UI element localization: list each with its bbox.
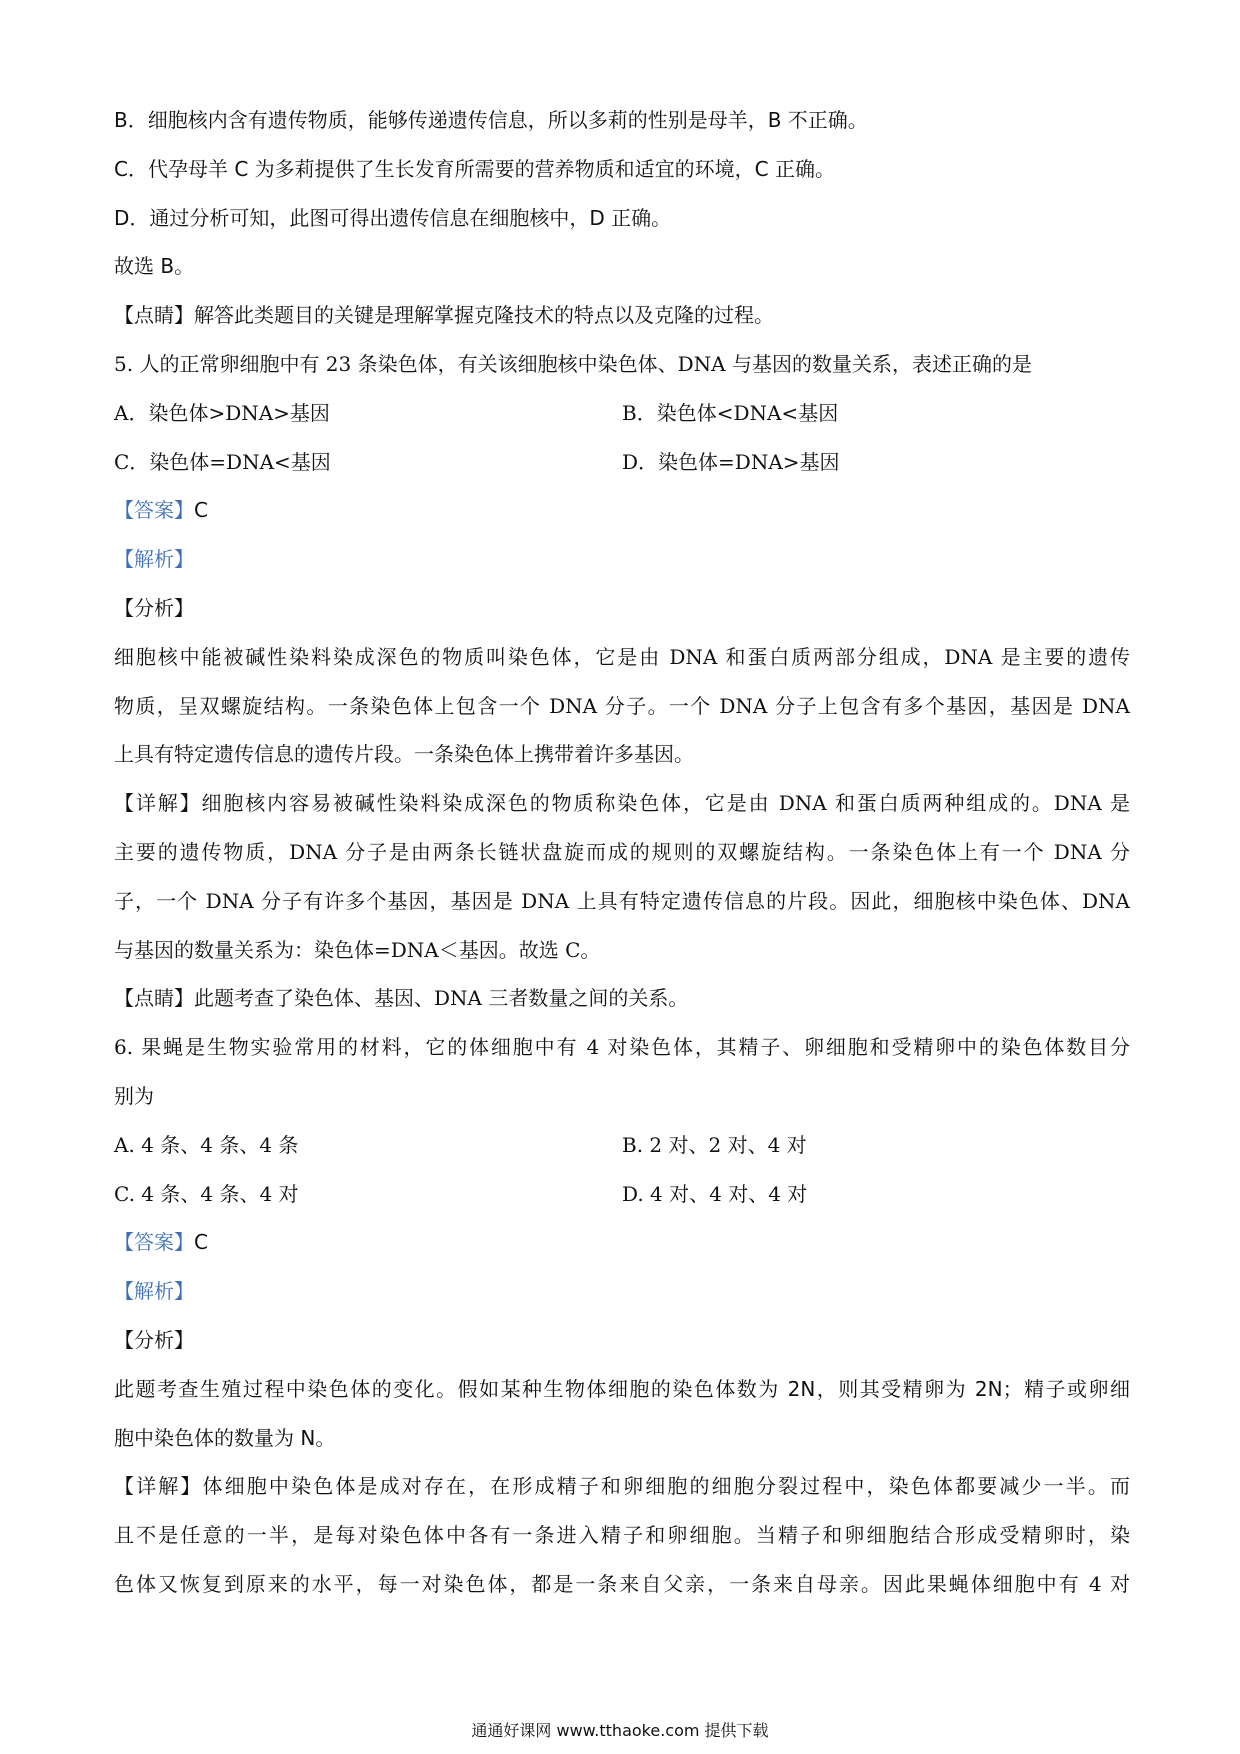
q5-xiangjie-line: 与基因的数量关系为：染色体=DNA＜基因。故选 C。 <box>114 937 601 962</box>
q5-option-c: C．染色体=DNA<基因 <box>114 449 331 474</box>
q6-options-row-1 <box>114 1121 1130 1170</box>
q5-answer-label: 【答案】 <box>114 498 194 523</box>
q5-dianjing: 【点睛】此题考查了染色体、基因、DNA 三者数量之间的关系。 <box>114 986 689 1011</box>
prev-option-b-explanation: B．细胞核内含有遗传物质，能够传递遗传信息，所以多莉的性别是母羊，B 不正确。 <box>114 108 868 132</box>
q5-jiexi-label: 【解析】 <box>114 547 194 572</box>
page-footer: 通通好课网 www.tthaoke.com 提供下载 <box>471 1721 769 1740</box>
q5-fenxi-label: 【分析】 <box>114 595 194 620</box>
q6-option-a: A. 4 条、4 条、4 条 <box>114 1132 299 1157</box>
q5-options-row-2 <box>114 438 1130 487</box>
prev-option-d-explanation: D．通过分析可知，此图可得出遗传信息在细胞核中，D 正确。 <box>114 205 672 230</box>
q6-fenxi-label: 【分析】 <box>114 1327 194 1352</box>
q5-fenxi-line: 物质，呈双螺旋结构。一条染色体上包含一个 DNA 分子。一个 DNA 分子上包含有多个基因，基因是 DNA <box>114 693 1130 718</box>
q6-option-d: D. 4 对、4 对、4 对 <box>622 1181 808 1206</box>
q6-jiexi-label: 【解析】 <box>114 1279 194 1304</box>
q6-option-b: B. 2 对、2 对、4 对 <box>622 1132 807 1157</box>
prev-dianjing: 【点睛】解答此类题目的关键是理解掌握克隆技术的特点以及克隆的过程。 <box>114 303 774 328</box>
q6-stem-line: 6. 果蝇是生物实验常用的材料，它的体细胞中有 4 对染色体，其精子、卵细胞和受精卵中的染色体数目分 <box>114 1035 1130 1060</box>
q5-option-b: B．染色体<DNA<基因 <box>622 400 839 425</box>
q6-stem-line: 别为 <box>114 1083 154 1108</box>
q6-answer <box>114 1218 1130 1267</box>
q6-fenxi-line: 此题考查生殖过程中染色体的变化。假如某种生物体细胞的染色体数为 2N，则其受精卵为 2N；精子或卵细 <box>114 1376 1130 1401</box>
q5-xiangjie-line: 子，一个 DNA 分子有许多个基因，基因是 DNA 上具有特定遗传信息的片段。因此，细胞核中染色体、DNA <box>114 888 1130 913</box>
q6-xiangjie-line: 【详解】体细胞中染色体是成对存在，在形成精子和卵细胞的细胞分裂过程中，染色体都要减少一半。而 <box>114 1474 1130 1499</box>
q5-stem: 5. 人的正常卵细胞中有 23 条染色体，有关该细胞核中染色体、DNA 与基因的数量关系，表述正确的是 <box>114 351 1032 376</box>
q5-option-a: A．染色体>DNA>基因 <box>114 400 330 425</box>
q5-xiangjie-line: 【详解】细胞核内容易被碱性染料染成深色的物质称染色体，它是由 DNA 和蛋白质两种组成的。DNA 是 <box>114 791 1130 816</box>
q5-xiangjie-line: 主要的遗传物质，DNA 分子是由两条长链状盘旋而成的规则的双螺旋结构。一条染色体上有一个 DNA 分 <box>114 839 1130 864</box>
q6-xiangjie-line: 色体又恢复到原来的水平，每一对染色体，都是一条来自父亲，一条来自母亲。因此果蝇体细胞中有 4 对 <box>114 1571 1130 1596</box>
prev-option-c-explanation: C．代孕母羊 C 为多莉提供了生长发育所需要的营养物质和适宜的环境，C 正确。 <box>114 156 835 181</box>
q5-fenxi-line: 细胞核中能被碱性染料染成深色的物质叫染色体，它是由 DNA 和蛋白质两部分组成，DNA 是主要的遗传 <box>114 644 1130 669</box>
q5-option-d: D．染色体=DNA>基因 <box>622 449 840 474</box>
q6-xiangjie-line: 且不是任意的一半，是每对染色体中各有一条进入精子和卵细胞。当精子和卵细胞结合形成受精卵时，染 <box>114 1523 1130 1548</box>
q5-options-row-1 <box>114 389 1130 438</box>
q5-answer-value: C <box>194 498 208 523</box>
q6-options-row-2 <box>114 1170 1130 1219</box>
document-page <box>114 96 1130 1609</box>
prev-choice: 故选 B。 <box>114 254 195 279</box>
q6-fenxi-line: 胞中染色体的数量为 N。 <box>114 1425 336 1450</box>
q5-fenxi-line: 上具有特定遗传信息的遗传片段。一条染色体上携带着许多基因。 <box>114 742 694 767</box>
q6-option-c: C. 4 条、4 条、4 对 <box>114 1181 299 1206</box>
q6-answer-value: C <box>194 1230 208 1255</box>
q6-answer-label: 【答案】 <box>114 1230 194 1255</box>
q5-answer <box>114 486 1130 535</box>
